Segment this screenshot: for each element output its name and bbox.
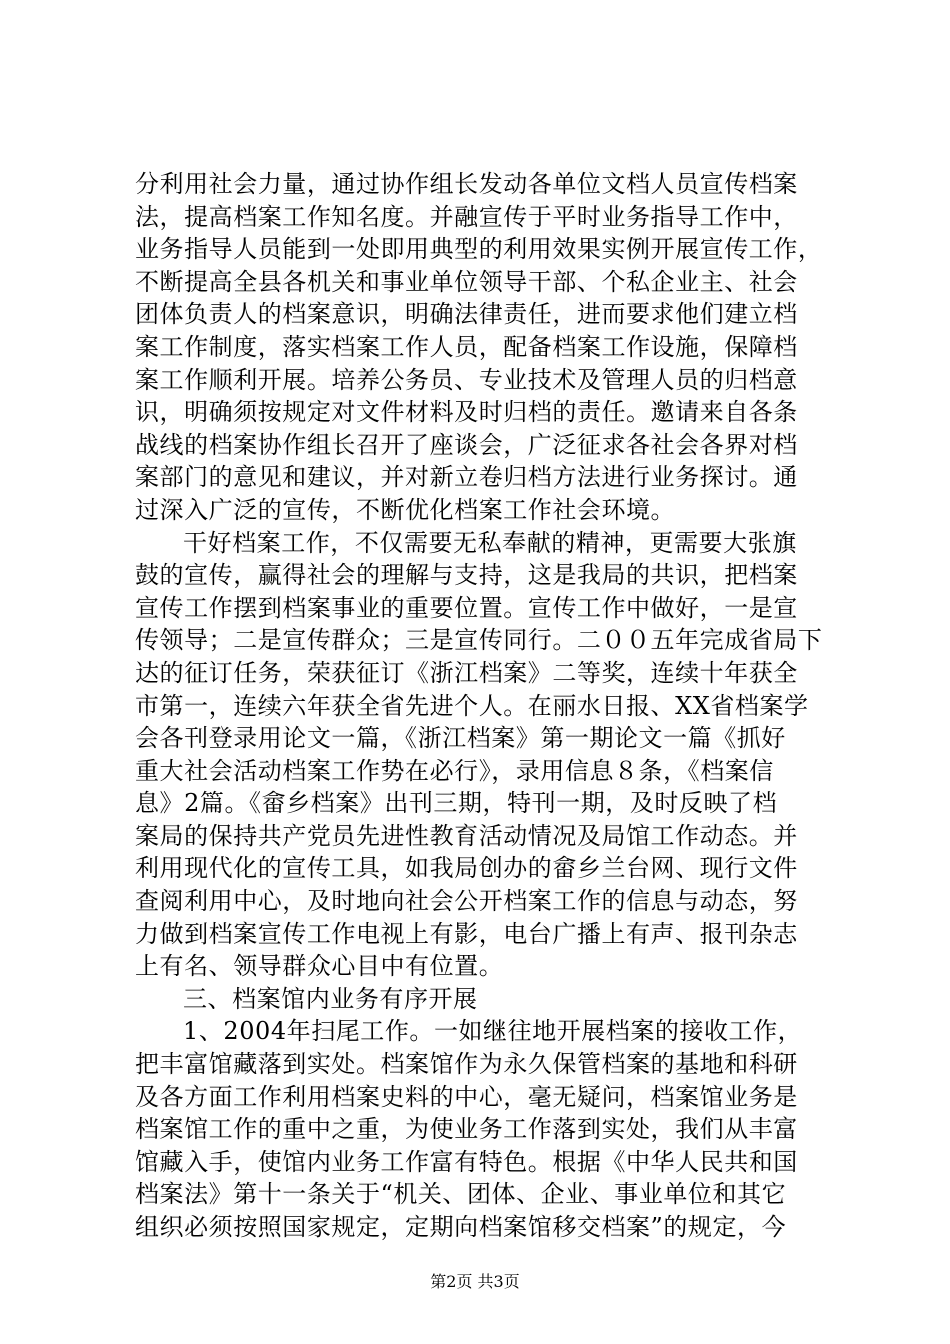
text-line: 传领导；二是宣传群众；三是宣传同行。二００五年完成省局下 — [135, 626, 823, 655]
text-line: 过深入广泛的宣传，不断优化档案工作社会环境。 — [135, 495, 676, 524]
text-line: 查阅利用中心，及时地向社会公开档案工作的信息与动态，努 — [135, 887, 798, 916]
text-line: 利用现代化的宣传工具，如我局创办的畲乡兰台网、现行文件 — [135, 854, 798, 883]
text-line: 会各刊登录用论文一篇，《浙江档案》第一期论文一篇《抓好 — [135, 724, 786, 753]
text-line: 法，提高档案工作知名度。并融宣传于平时业务指导工作中， — [135, 202, 798, 231]
text-line: 上有名、领导群众心目中有位置。 — [135, 952, 504, 981]
text-line: 分利用社会力量，通过协作组长发动各单位文档人员宣传档案 — [135, 170, 798, 198]
paragraph-start-line: 干好档案工作，不仅需要无私奉献的精神，更需要大张旗 — [183, 528, 797, 557]
text-line: 案部门的意见和建议，并对新立卷归档方法进行业务探讨。通 — [135, 463, 798, 492]
text-line: 案工作顺利开展。培养公务员、专业技术及管理人员的归档意 — [135, 365, 798, 394]
text-line: 馆藏入手，使馆内业务工作富有特色。根据《中华人民共和国 — [135, 1147, 798, 1176]
page-footer: 第2页 共3页 — [430, 1272, 520, 1291]
text-line: 重大社会活动档案工作势在必行》，录用信息８条，《档案信 — [135, 756, 774, 785]
text-line: 及各方面工作利用档案史料的中心，毫无疑问，档案馆业务是 — [135, 1082, 798, 1111]
text-line: 案工作制度，落实档案工作人员，配备档案工作设施，保障档 — [135, 332, 798, 361]
text-line: 档案馆工作的重中之重，为使业务工作落到实处，我们从丰富 — [135, 1115, 798, 1144]
text-line: 识，明确须按规定对文件材料及时归档的责任。邀请来自各条 — [135, 398, 798, 427]
section-heading: 三、档案馆内业务有序开展 — [183, 984, 478, 1013]
text-line: 力做到档案宣传工作电视上有影，电台广播上有声、报刊杂志 — [135, 919, 798, 948]
text-line: 业务指导人员能到一处即用典型的利用效果实例开展宣传工作， — [135, 235, 823, 264]
body-text — [135, 168, 825, 1244]
text-line: 组织必须按照国家规定，定期向档案馆移交档案”的规定，今 — [135, 1213, 787, 1241]
text-line: 达的征订任务，荣获征订《浙江档案》二等奖，连续十年获全 — [135, 658, 798, 687]
text-line: 把丰富馆藏落到实处。档案馆作为永久保管档案的基地和科研 — [135, 1050, 798, 1079]
text-line: 鼓的宣传，赢得社会的理解与支持，这是我局的共识，把档案 — [135, 561, 798, 590]
text-line: 团体负责人的档案意识，明确法律责任，进而要求他们建立档 — [135, 300, 798, 329]
text-line: 案局的保持共产党员先进性教育活动情况及局馆工作动态。并 — [135, 821, 798, 850]
text-line: 市第一，连续六年获全省先进个人。在丽水日报、XX省档案学 — [135, 691, 809, 720]
text-line: 宣传工作摆到档案事业的重要位置。宣传工作中做好，一是宣 — [135, 593, 798, 622]
text-line: 息》2篇。《畲乡档案》出刊三期，特刊一期，及时反映了档 — [135, 789, 778, 818]
paragraph-start-line: 1、2004年扫尾工作。一如继往地开展档案的接收工作， — [183, 1017, 803, 1046]
text-line: 战线的档案协作组长召开了座谈会，广泛征求各社会各界对档 — [135, 430, 798, 459]
text-line: 档案法》第十一条关于“机关、团体、企业、事业单位和其它 — [135, 1180, 787, 1209]
text-line: 不断提高全县各机关和事业单位领导干部、个私企业主、社会 — [135, 267, 798, 296]
